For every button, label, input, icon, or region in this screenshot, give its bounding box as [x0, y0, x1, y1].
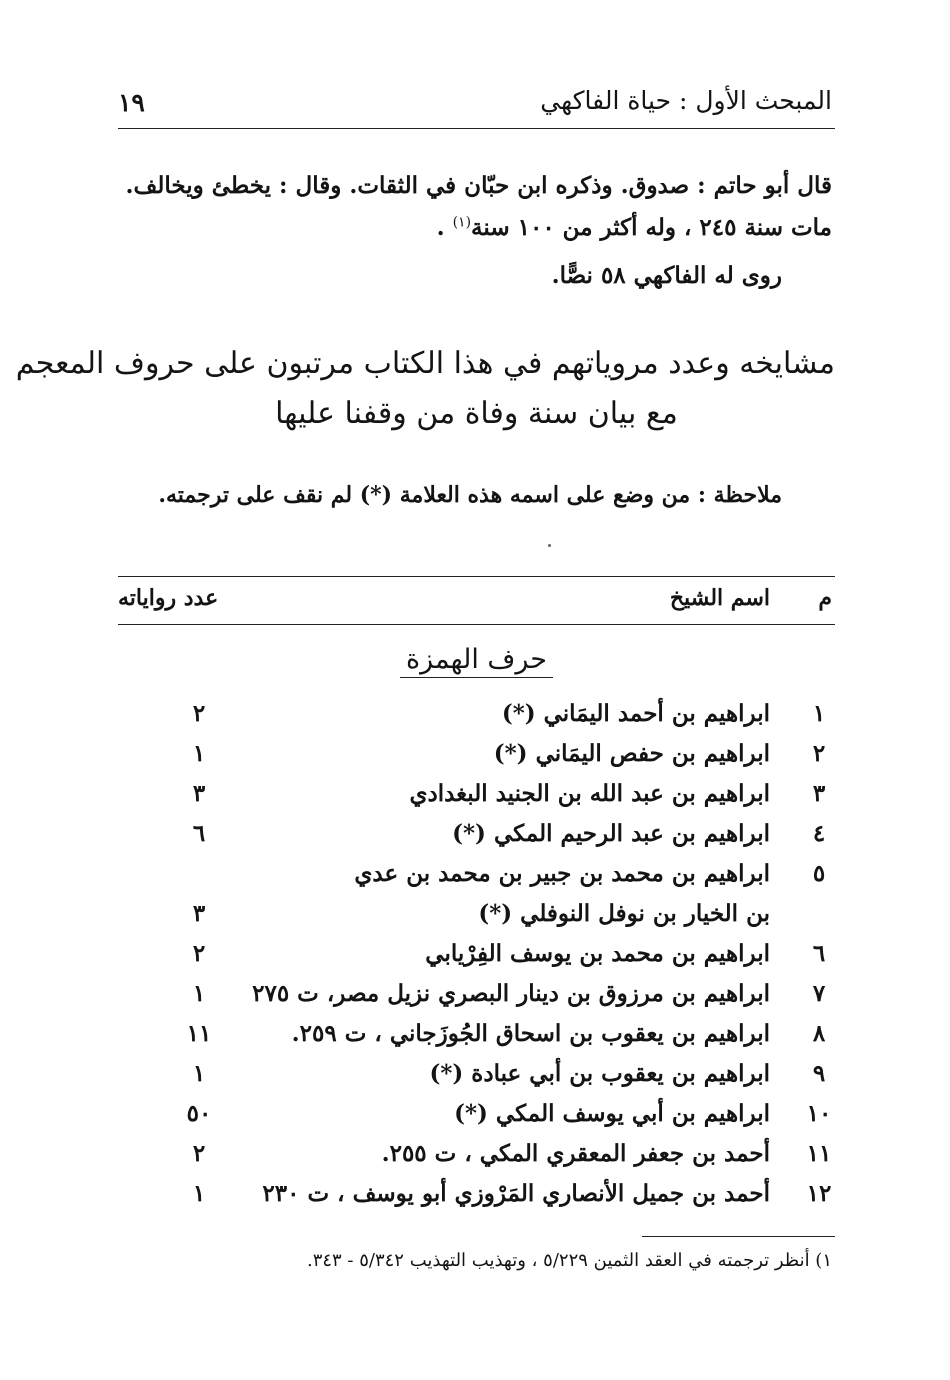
- narration-count: ٢: [192, 940, 206, 967]
- column-header-count: عدد رواياته: [118, 585, 219, 611]
- row-number: ٢: [812, 740, 826, 767]
- sheikh-name: ابراهيم بن عبد الرحيم المكي (*): [452, 820, 770, 847]
- letter-heading-text: حرف الهمزة: [400, 644, 553, 678]
- table-row: [115, 734, 832, 774]
- sheikh-name: ابراهيم بن محمد بن يوسف الفِرْيابي: [425, 940, 770, 967]
- sheikh-list: [115, 694, 832, 1214]
- footnote-divider: [642, 1236, 835, 1237]
- table-row: [115, 1014, 832, 1054]
- narration-count: ٣: [192, 780, 206, 807]
- footnote-marker: (١): [452, 214, 472, 231]
- sheikh-name: ابراهيم بن حفص اليمَاني (*): [493, 740, 770, 767]
- narration-count: ١: [192, 740, 206, 767]
- sheikh-name: ابراهيم بن محمد بن جبير بن محمد بن عدي: [354, 860, 770, 887]
- column-header-number: م: [818, 585, 832, 611]
- narration-count: ١: [192, 1180, 206, 1207]
- section-title-line-2: مع بيان سنة وفاة من وقفنا عليها: [275, 396, 678, 431]
- row-number: ١٢: [806, 1180, 832, 1207]
- sheikh-name: ابراهيم بن عبد الله بن الجنيد البغدادي: [409, 780, 770, 807]
- table-row: [115, 694, 832, 734]
- page-number: ١٩: [118, 88, 145, 117]
- sheikh-name: ابراهيم بن أحمد اليمَاني (*): [501, 700, 770, 727]
- table-row: [115, 1174, 832, 1214]
- sheikh-name: أحمد بن جميل الأنصاري المَرْوزي أبو يوسف ، ت ٢٣٠: [262, 1180, 770, 1207]
- narration-count: ١: [192, 980, 206, 1007]
- row-number: ٨: [812, 1020, 826, 1047]
- running-header-title: المبحث الأول : حياة الفاكهي: [540, 86, 832, 115]
- row-number: ٧: [812, 980, 826, 1007]
- row-number: ٥: [812, 860, 826, 887]
- row-number: ٣: [812, 780, 826, 807]
- row-number: ١١: [806, 1140, 832, 1167]
- sheikh-name: ابراهيم بن مرزوق بن دينار البصري نزيل مصر، ت ٢٧٥: [252, 980, 770, 1007]
- table-row: [115, 774, 832, 814]
- table-row: [115, 814, 832, 854]
- table-row: [115, 1054, 832, 1094]
- table-header-rule: [118, 624, 835, 625]
- narration-count: ٦: [192, 820, 206, 847]
- bio-line-2-text: مات سنة ٢٤٥ ، وله أكثر من ١٠٠ سنة: [471, 214, 832, 241]
- header-divider: [118, 128, 835, 129]
- sheikh-name-continuation: بن الخيار بن نوفل النوفلي (*): [478, 900, 770, 927]
- row-number: ٩: [812, 1060, 826, 1087]
- column-header-name: اسم الشيخ: [669, 585, 770, 611]
- narration-count: ٥٠: [186, 1100, 212, 1127]
- bio-line-1: قال أبو حاتم : صدوق. وذكره ابن حبّان في الثقات. وقال : يخطئ ويخالف.: [125, 172, 832, 199]
- narration-count: ١١: [186, 1020, 212, 1047]
- table-row: [115, 934, 832, 974]
- narration-count: ٢: [192, 1140, 206, 1167]
- sheikh-name: ابراهيم بن أبي يوسف المكي (*): [454, 1100, 770, 1127]
- bio-line-2-end: .: [436, 214, 453, 241]
- row-number: ٦: [812, 940, 826, 967]
- print-speck: [548, 544, 551, 547]
- narration-count: ٣: [192, 900, 206, 927]
- table-row: [115, 1134, 832, 1174]
- narration-count: ٢: [192, 700, 206, 727]
- row-number: ١٠: [806, 1100, 832, 1127]
- legend-note: ملاحظة : من وضع على اسمه هذه العلامة (*) لم نقف على ترجمته.: [158, 482, 782, 508]
- table-top-rule: [118, 576, 835, 577]
- sheikh-name: ابراهيم بن يعقوب بن أبي عبادة (*): [429, 1060, 770, 1087]
- sheikh-name: ابراهيم بن يعقوب بن اسحاق الجُوزَجاني ، ت ٢٥٩.: [291, 1020, 770, 1047]
- footnote: ١) أنظر ترجمته في العقد الثمين ٥/٢٢٩ ، وتهذيب التهذيب ٥/٣٤٢ - ٣٤٣.: [306, 1250, 832, 1271]
- row-number: ٤: [812, 820, 826, 847]
- table-row: [115, 854, 832, 934]
- bio-line-3: روى له الفاكهي ٥٨ نصًّا.: [551, 262, 782, 289]
- narration-count: ١: [192, 1060, 206, 1087]
- section-title-line-1: مشايخه وعدد مروياتهم في هذا الكتاب مرتبون على حروف المعجم: [15, 346, 835, 381]
- table-row: [115, 974, 832, 1014]
- letter-heading: [118, 644, 835, 678]
- table-row: [115, 1094, 832, 1134]
- row-number: ١: [812, 700, 826, 727]
- bio-line-2: [112, 214, 832, 241]
- sheikh-name: أحمد بن جعفر المعقري المكي ، ت ٢٥٥.: [381, 1140, 770, 1167]
